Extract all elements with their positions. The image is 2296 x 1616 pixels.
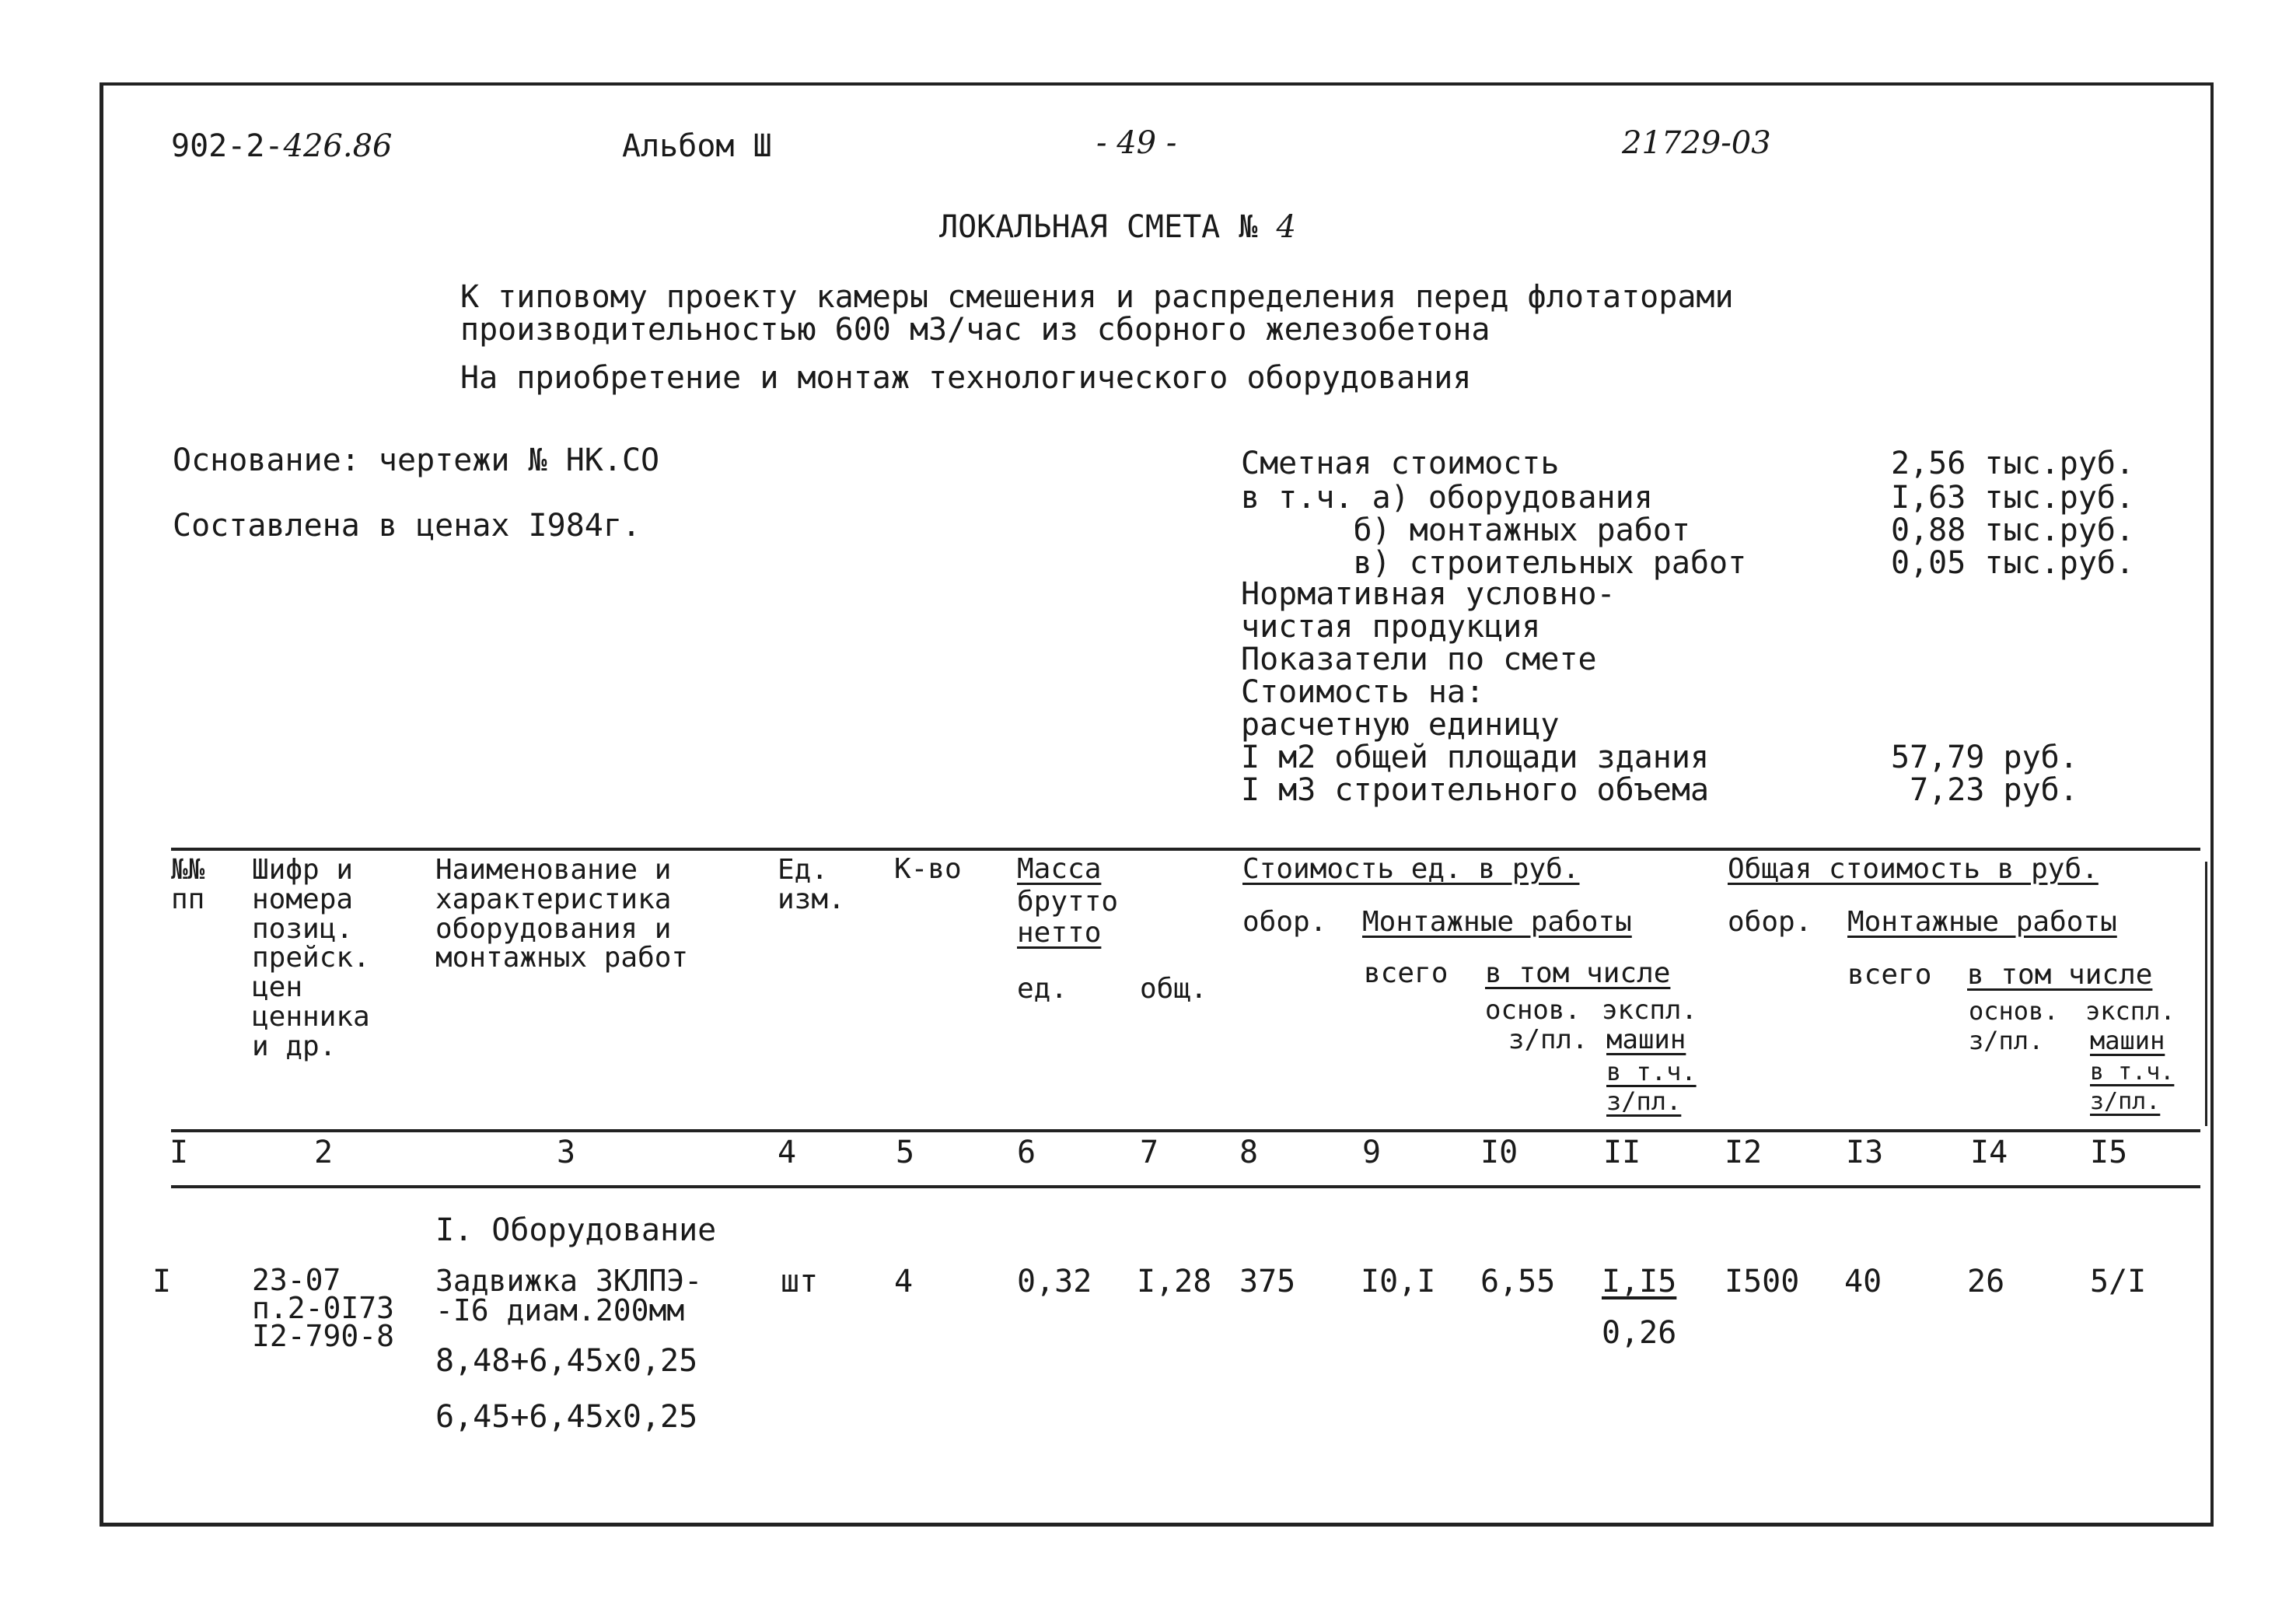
- summary-value: 2,56 тыс.руб.: [1891, 446, 2135, 481]
- summary-label: Стоимость на:: [1241, 674, 1485, 710]
- row-installation-unit-cost: I0,I: [1361, 1264, 1436, 1299]
- header-line: ценника: [252, 1000, 370, 1033]
- column-number: I2: [1725, 1135, 1763, 1170]
- header-incl-short: в т.ч.: [1606, 1057, 1697, 1086]
- column-number: I: [169, 1135, 189, 1170]
- header-line: Шифр и: [252, 854, 354, 886]
- summary-label: Нормативная условно-: [1241, 576, 1616, 612]
- header-line: и др.: [252, 1030, 337, 1062]
- summary-label: в) строительных работ: [1241, 545, 1747, 581]
- title-number: 4: [1276, 209, 1296, 245]
- column-number: 3: [557, 1135, 576, 1170]
- header-total-unit: всего: [1364, 957, 1449, 989]
- header-machine-ops-total: экспл.: [2085, 996, 2175, 1026]
- row-equipment-total: I500: [1725, 1264, 1800, 1299]
- row-code: [252, 1263, 395, 1354]
- column-number: II: [1603, 1135, 1641, 1170]
- row-mass-total: I,28: [1137, 1264, 1212, 1299]
- column-number: I4: [1970, 1135, 2008, 1170]
- column-number: I0: [1480, 1135, 1518, 1170]
- header-line: изм.: [778, 883, 845, 915]
- column-number: 9: [1362, 1135, 1382, 1170]
- summary-value: 57,79 руб.: [1891, 740, 2078, 775]
- subtitle-line-1: К типовому проекту камеры смешения и распределения перед флотаторами: [460, 279, 1734, 315]
- summary-value: 0,05 тыс.руб.: [1891, 545, 2135, 581]
- registration-number: 21729-03: [1622, 125, 1771, 161]
- row-code-line: I2-790-8: [252, 1319, 395, 1354]
- numbers-bottom-rule: [171, 1185, 2200, 1188]
- header-line: прейск.: [252, 942, 370, 974]
- header-machine-ops: экспл.: [1602, 995, 1697, 1026]
- header-incl-short-total: в т.ч.: [2090, 1058, 2175, 1086]
- row-unit: шт: [781, 1264, 819, 1299]
- header-col-num: [171, 855, 204, 915]
- column-number: 5: [896, 1135, 915, 1170]
- header-line: монтажных работ: [435, 942, 689, 974]
- doc-code-handwritten: 426.86: [283, 128, 393, 164]
- doc-code: [171, 128, 393, 164]
- section-title: I. Оборудование: [435, 1212, 717, 1248]
- header-mass-total: общ.: [1140, 973, 1207, 1005]
- basis-drawings: Основание: чертежи № НК.СО: [173, 442, 660, 478]
- header-mass-unit: ед.: [1017, 973, 1068, 1005]
- header-col-unit: [778, 855, 845, 915]
- header-installation-unit: Монтажные работы: [1362, 906, 1632, 938]
- subtitle-line-2: производительностью 600 м3/час из сборного железобетона: [460, 312, 1490, 348]
- title-prefix: ЛОКАЛЬНАЯ СМЕТА №: [939, 209, 1258, 245]
- header-total-cost: Общая стоимость в руб.: [1728, 853, 2099, 885]
- row-code-line: п.2-0I73: [252, 1291, 395, 1326]
- header-equipment-total: обор.: [1728, 906, 1812, 938]
- row-name-line: -I6 диам.200мм: [435, 1293, 685, 1327]
- summary-label: Показатели по смете: [1241, 642, 1597, 677]
- column-number: I5: [2090, 1135, 2128, 1170]
- summary-value: 0,88 тыс.руб.: [1891, 512, 2135, 548]
- row-calc-2: 6,45+6,45x0,25: [435, 1399, 698, 1435]
- page-title: [939, 209, 1296, 245]
- header-col-code: [252, 855, 370, 1062]
- summary-label: б) монтажных работ: [1241, 512, 1690, 548]
- row-machine-wage-unit: 0,26: [1602, 1315, 1677, 1351]
- row-number: I: [152, 1264, 172, 1299]
- header-unit-cost: Стоимость ед. в руб.: [1242, 853, 1580, 885]
- header-incl-total: в том числе: [1967, 959, 2153, 991]
- header-basic-wage-total: основ.: [1969, 996, 2059, 1026]
- header-machines: машин: [1606, 1024, 1686, 1055]
- header-incl-wage: з/пл.: [1606, 1086, 1682, 1116]
- header-incl-wage-total: з/пл.: [2090, 1088, 2161, 1115]
- header-bottom-rule: [171, 1129, 2200, 1132]
- row-equipment-unit-cost: 375: [1239, 1264, 1296, 1299]
- header-line: оборудования и: [435, 912, 672, 945]
- header-mass: Масса: [1017, 853, 1102, 885]
- header-installation-total: Монтажные работы: [1847, 906, 2117, 938]
- header-line: пп: [171, 883, 205, 915]
- header-line: №№: [171, 854, 205, 886]
- header-wage: з/пл.: [1508, 1024, 1588, 1055]
- summary-label: Сметная стоимость: [1241, 446, 1560, 481]
- page-number: - 49 -: [1096, 125, 1177, 161]
- header-col-qty: К-во: [894, 853, 962, 885]
- header-line: позиц.: [252, 912, 354, 945]
- table-top-rule: [171, 848, 2200, 851]
- row-basic-wage-total: 26: [1967, 1264, 2005, 1299]
- column-number: 4: [778, 1135, 797, 1170]
- header-basic-wage: основ.: [1485, 995, 1581, 1026]
- header-mass-brutto: брутто: [1017, 886, 1119, 918]
- header-machines-total: машин: [2090, 1026, 2165, 1055]
- column-number: I3: [1846, 1135, 1884, 1170]
- row-mass-unit: 0,32: [1017, 1264, 1092, 1299]
- row-qty: 4: [894, 1264, 914, 1299]
- subtitle-line-3: На приобретение и монтаж технологического оборудования: [460, 360, 1472, 396]
- header-col-name: [435, 855, 688, 973]
- summary-value: I,63 тыс.руб.: [1891, 480, 2135, 516]
- column-number: 2: [314, 1135, 334, 1170]
- column-number: 8: [1239, 1135, 1259, 1170]
- summary-label: I м2 общей площади здания: [1241, 740, 1710, 775]
- album-label: Альбом Ш: [622, 128, 772, 164]
- row-name-line: Задвижка ЗКЛПЭ-: [435, 1264, 703, 1298]
- summary-value: 7,23 руб.: [1891, 772, 2078, 808]
- summary-label: в т.ч. а) оборудования: [1241, 480, 1653, 516]
- summary-label: чистая продукция: [1241, 609, 1541, 645]
- header-line: номера: [252, 883, 354, 915]
- header-mass-netto: нетто: [1017, 917, 1102, 949]
- column-number: 6: [1017, 1135, 1036, 1170]
- header-total-total: всего: [1847, 959, 1932, 991]
- row-basic-wage-unit: 6,55: [1480, 1264, 1556, 1299]
- summary-label: I м3 строительного объема: [1241, 772, 1710, 808]
- row-machines-unit: I,I5: [1602, 1264, 1677, 1299]
- summary-label: расчетную единицу: [1241, 707, 1560, 743]
- header-equipment-unit: обор.: [1242, 906, 1327, 938]
- basis-prices: Составлена в ценах I984г.: [173, 508, 641, 544]
- row-machines-total: 5/I: [2090, 1264, 2147, 1299]
- header-incl-unit: в том числе: [1485, 957, 1671, 989]
- doc-code-prefix: 902-2-: [171, 128, 284, 164]
- header-line: Ед.: [778, 854, 829, 886]
- header-line: характеристика: [435, 883, 672, 915]
- column-number: 7: [1140, 1135, 1159, 1170]
- row-installation-total: 40: [1844, 1264, 1882, 1299]
- header-line: Наименование и: [435, 854, 672, 886]
- row-name: [435, 1266, 702, 1325]
- table-right-edge: [2205, 862, 2207, 1126]
- row-calc-1: 8,48+6,45x0,25: [435, 1343, 698, 1379]
- header-line: цен: [252, 971, 303, 1004]
- header-wage-total: з/пл.: [1969, 1026, 2044, 1055]
- row-code-line: 23-07: [252, 1263, 341, 1297]
